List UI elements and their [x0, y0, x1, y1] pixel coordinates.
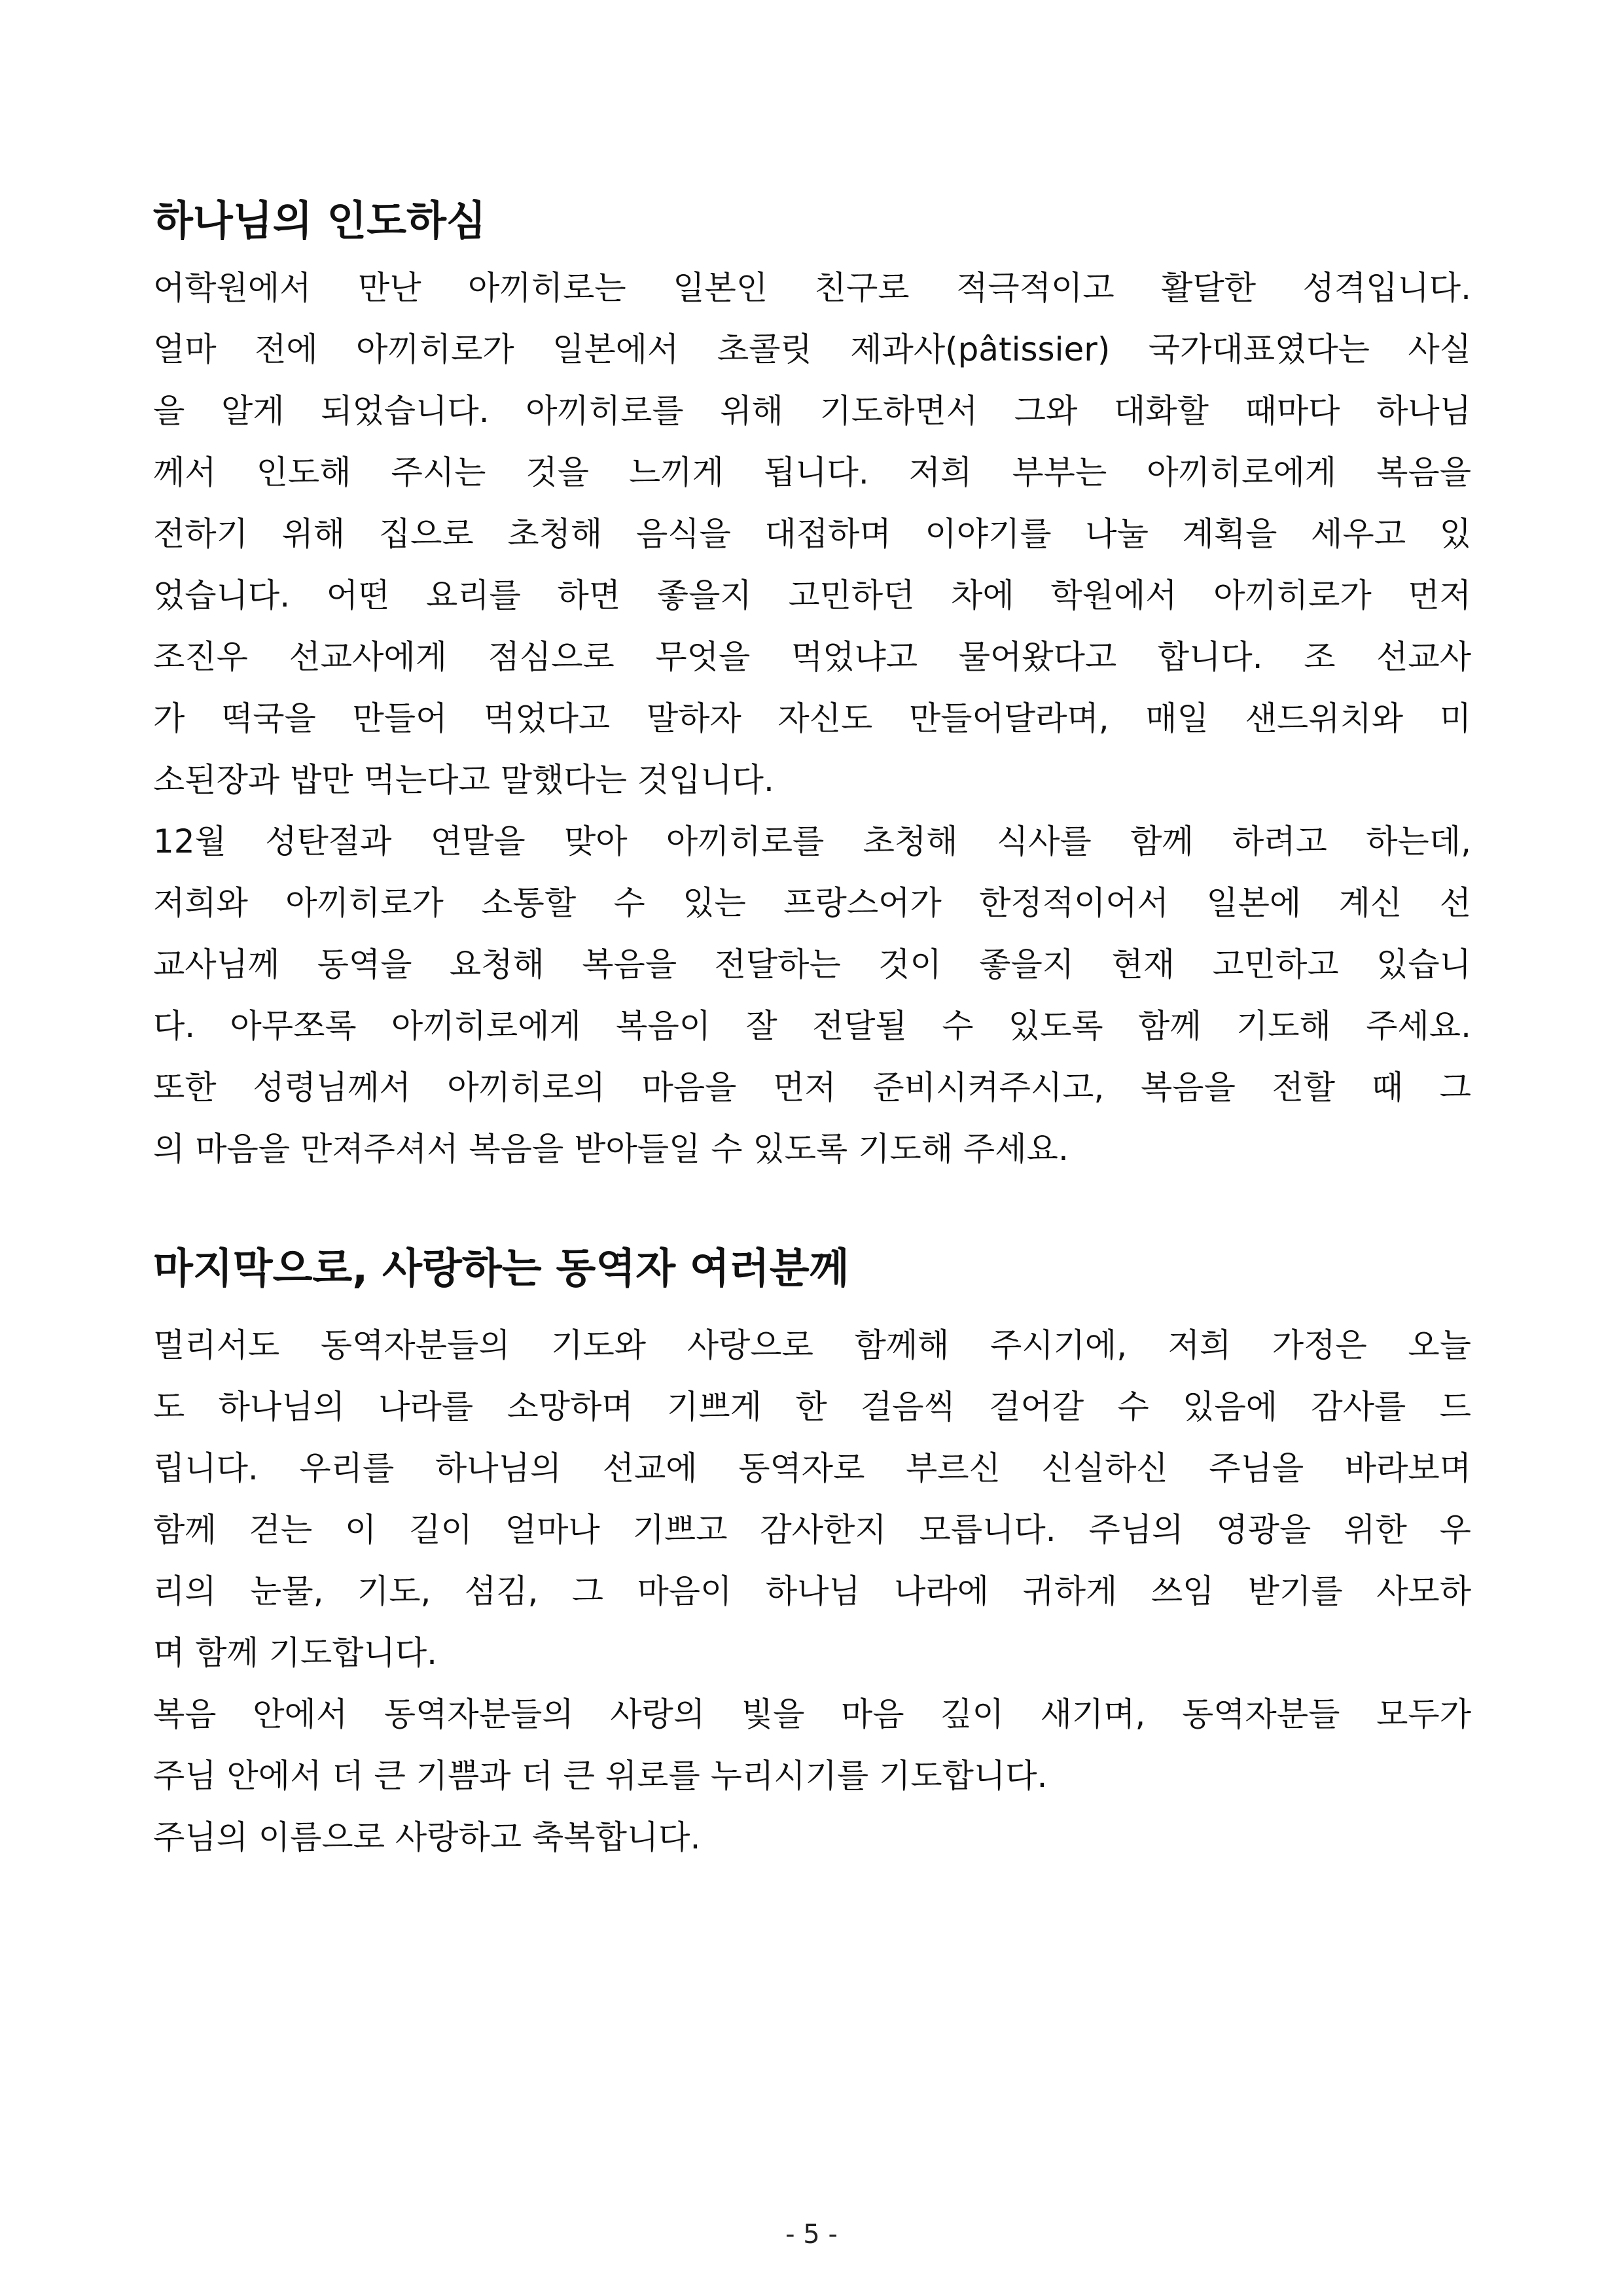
text-line: 가 떡국을 만들어 먹었다고 말하자 자신도 만들어달라며, 매일 샌드위치와 미 [153, 699, 1471, 737]
text-line: 주님의 이름으로 사랑하고 축복합니다. [153, 1818, 701, 1856]
text-line: 립니다. 우리를 하나님의 선교에 동역자로 부르신 신실하신 주님을 바라보며 [153, 1449, 1471, 1487]
text-line: 멀리서도 동역자분들의 기도와 사랑으로 함께해 주시기에, 저희 가정은 오늘 [153, 1326, 1471, 1364]
text-line: 의 마음을 만져주셔서 복음을 받아들일 수 있도록 기도해 주세요. [153, 1130, 1069, 1168]
section-body-closing [153, 1315, 1471, 1868]
text-line: 전하기 위해 집으로 초청해 음식을 대접하며 이야기를 나눌 계획을 세우고 있 [153, 515, 1471, 553]
text-line: 얼마 전에 아끼히로가 일본에서 초콜릿 제과사(pâtissier) 국가대표였다는 사실 [153, 330, 1471, 368]
text-line: 며 함께 기도합니다. [153, 1634, 438, 1672]
text-line: 저희와 아끼히로가 소통할 수 있는 프랑스어가 한정적이어서 일본에 계신 선 [153, 884, 1471, 922]
section-body-guidance [153, 257, 1471, 1180]
text-line: 리의 눈물, 기도, 섬김, 그 마음이 하나님 나라에 귀하게 쓰임 받기를 사모하 [153, 1572, 1471, 1610]
text-line: 께서 인도해 주시는 것을 느끼게 됩니다. 저희 부부는 아끼히로에게 복음을 [153, 453, 1471, 491]
text-line: 또한 성령님께서 아끼히로의 마음을 먼저 준비시켜주시고, 복음을 전할 때 그 [153, 1069, 1471, 1106]
section-heading-closing: 마지막으로, 사랑하는 동역자 여러분께 [153, 1245, 849, 1292]
page-number: - 5 - [785, 2219, 838, 2250]
text-line: 복음 안에서 동역자분들의 사랑의 빛을 마음 깊이 새기며, 동역자분들 모두가 [153, 1695, 1471, 1733]
text-line: 었습니다. 어떤 요리를 하면 좋을지 고민하던 차에 학원에서 아끼히로가 먼저 [153, 576, 1471, 614]
text-line: 교사님께 동역을 요청해 복음을 전달하는 것이 좋을지 현재 고민하고 있습니 [153, 945, 1471, 983]
text-line: 함께 걷는 이 길이 얼마나 기쁘고 감사한지 모릅니다. 주님의 영광을 위한 우 [153, 1511, 1471, 1549]
text-line: 12월 성탄절과 연말을 맞아 아끼히로를 초청해 식사를 함께 하려고 하는데, [153, 822, 1471, 860]
text-line: 조진우 선교사에게 점심으로 무엇을 먹었냐고 물어왔다고 합니다. 조 선교사 [153, 638, 1471, 676]
text-line: 도 하나님의 나라를 소망하며 기쁘게 한 걸음씩 걸어갈 수 있음에 감사를 드 [153, 1388, 1471, 1426]
text-line: 다. 아무쪼록 아끼히로에게 복음이 잘 전달될 수 있도록 함께 기도해 주세요. [153, 1007, 1471, 1045]
text-line: 소된장과 밥만 먹는다고 말했다는 것입니다. [153, 761, 774, 799]
text-line: 주님 안에서 더 큰 기쁨과 더 큰 위로를 누리시기를 기도합니다. [153, 1757, 1048, 1795]
text-line: 어학원에서 만난 아끼히로는 일본인 친구로 적극적이고 활달한 성격입니다. [153, 269, 1471, 307]
text-line: 을 알게 되었습니다. 아끼히로를 위해 기도하면서 그와 대화할 때마다 하나님 [153, 392, 1471, 430]
section-heading-guidance: 하나님의 인도하심 [153, 197, 486, 245]
